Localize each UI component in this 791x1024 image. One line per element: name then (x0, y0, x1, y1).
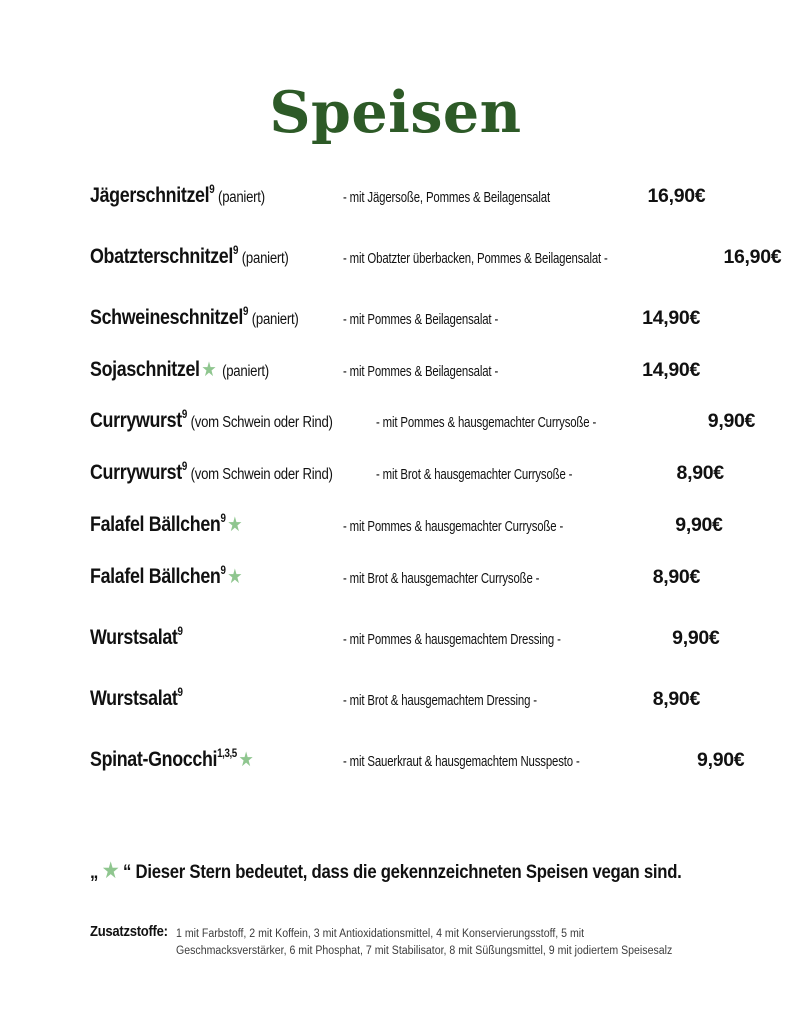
item-additive-numbers: 9 (220, 513, 226, 525)
item-note: (paniert) (222, 363, 269, 380)
item-name-group (90, 356, 343, 386)
item-price: 8,90€ (652, 688, 700, 710)
item-note: (paniert) (218, 189, 265, 206)
item-name: Falafel Bällchen (90, 513, 221, 536)
item-additive-numbers: 9 (242, 306, 248, 318)
item-name: Obatzterschnitzel (90, 245, 233, 268)
item-price: 8,90€ (676, 462, 724, 484)
item-description: - mit Pommes & hausgemachter Currysoße - (375, 414, 596, 431)
item-description: - mit Pommes & Beilagensalat - (343, 363, 499, 380)
item-description: - mit Pommes & hausgemachter Currysoße - (343, 518, 564, 535)
item-description: - mit Pommes & Beilagensalat - (343, 311, 499, 328)
item-additive-numbers: 9 (232, 245, 239, 257)
item-name-group (90, 746, 343, 777)
item-note: (vom Schwein oder Rind) (190, 466, 333, 483)
vegan-note-open-quote: „ (90, 862, 99, 883)
item-additive-numbers: 9 (181, 461, 187, 473)
menu-item-row (90, 511, 723, 542)
vegan-note-text: “ Dieser Stern bedeutet, dass die gekennzeichneten Speisen vegan sind. (123, 862, 682, 883)
item-description: - mit Pommes & hausgemachtem Dressing - (343, 631, 561, 648)
item-description: - mit Obatzter überbacken, Pommes & Beilagensalat - (343, 250, 608, 267)
item-price: 9,90€ (672, 627, 720, 649)
item-name: Wurstsalat (90, 626, 178, 649)
menu-item-row (90, 459, 724, 490)
additives-line-2: Geschmacksverstärker, 6 mit Phosphat, 7 mit Stabilisator, 8 mit Süßungsmittel, 9 mit jodiertem Speisesalz (176, 945, 673, 957)
page-title: Speisen (269, 79, 522, 146)
menu-content (90, 182, 782, 960)
item-name-group (90, 563, 343, 594)
item-name: Currywurst (90, 461, 182, 484)
menu-item-row (90, 685, 700, 716)
item-description: - mit Brot & hausgemachter Currysoße - (343, 570, 540, 587)
item-description: - mit Sauerkraut & hausgemachtem Nusspesto - (343, 753, 580, 770)
vegan-star-icon: ★ (101, 857, 120, 883)
vegan-star-icon: ★ (227, 514, 243, 536)
item-name-group (90, 459, 376, 490)
additives-text (176, 924, 715, 960)
item-description: - mit Brot & hausgemachtem Dressing - (343, 692, 537, 709)
item-name-group (90, 182, 343, 213)
item-note: (paniert) (241, 250, 289, 267)
item-price: 9,90€ (697, 749, 745, 771)
item-description: - mit Brot & hausgemachter Currysoße - (375, 466, 572, 483)
additives-label: Zusatzstoffe: (90, 924, 168, 940)
item-note: (vom Schwein oder Rind) (190, 414, 333, 431)
item-name: Schweineschnitzel (90, 306, 243, 329)
item-name-group (90, 243, 343, 274)
item-additive-numbers: 9 (220, 565, 226, 577)
item-name: Falafel Bällchen (90, 565, 221, 588)
item-price: 16,90€ (723, 246, 782, 268)
item-additive-numbers: 9 (177, 687, 183, 699)
menu-item-row (90, 356, 700, 386)
vegan-star-icon: ★ (227, 566, 243, 588)
item-name-group (90, 624, 343, 655)
item-name-group (90, 304, 343, 335)
menu-item-row (90, 304, 700, 335)
item-additive-numbers: 1,3,5 (217, 748, 237, 760)
item-note: (paniert) (251, 311, 299, 328)
vegan-star-icon: ★ (238, 749, 254, 771)
item-price: 14,90€ (642, 359, 700, 381)
item-name-group (90, 407, 376, 438)
menu-item-row (90, 624, 720, 655)
item-additive-numbers: 9 (181, 409, 187, 421)
item-name: Jägerschnitzel (90, 184, 210, 207)
item-price: 16,90€ (647, 185, 706, 207)
item-description: - mit Jägersoße, Pommes & Beilagensalat (343, 189, 550, 206)
menu-item-row (90, 182, 706, 213)
item-name: Spinat-Gnocchi (90, 748, 218, 771)
vegan-star-icon: ★ (201, 359, 217, 381)
item-name-group (90, 685, 343, 716)
menu-item-row (90, 563, 700, 594)
item-additive-numbers: 9 (177, 626, 183, 638)
menu-item-row (90, 407, 756, 438)
menu-item-row (90, 243, 782, 274)
additives-section (90, 924, 700, 960)
item-additive-numbers: 9 (209, 184, 215, 196)
item-name: Sojaschnitzel (90, 358, 200, 381)
item-price: 14,90€ (642, 307, 700, 329)
item-name: Wurstsalat (90, 687, 178, 710)
menu-list (90, 182, 782, 777)
additives-line-1: 1 mit Farbstoff, 2 mit Koffein, 3 mit Antioxidationsmittel, 4 mit Konservierungsstoff, 5 mit (176, 928, 585, 940)
item-name-group (90, 511, 343, 542)
item-price: 8,90€ (652, 566, 700, 588)
item-name: Currywurst (90, 409, 182, 432)
menu-item-row (90, 746, 745, 777)
item-price: 9,90€ (675, 514, 723, 536)
item-price: 9,90€ (707, 410, 756, 432)
vegan-note (90, 857, 700, 884)
